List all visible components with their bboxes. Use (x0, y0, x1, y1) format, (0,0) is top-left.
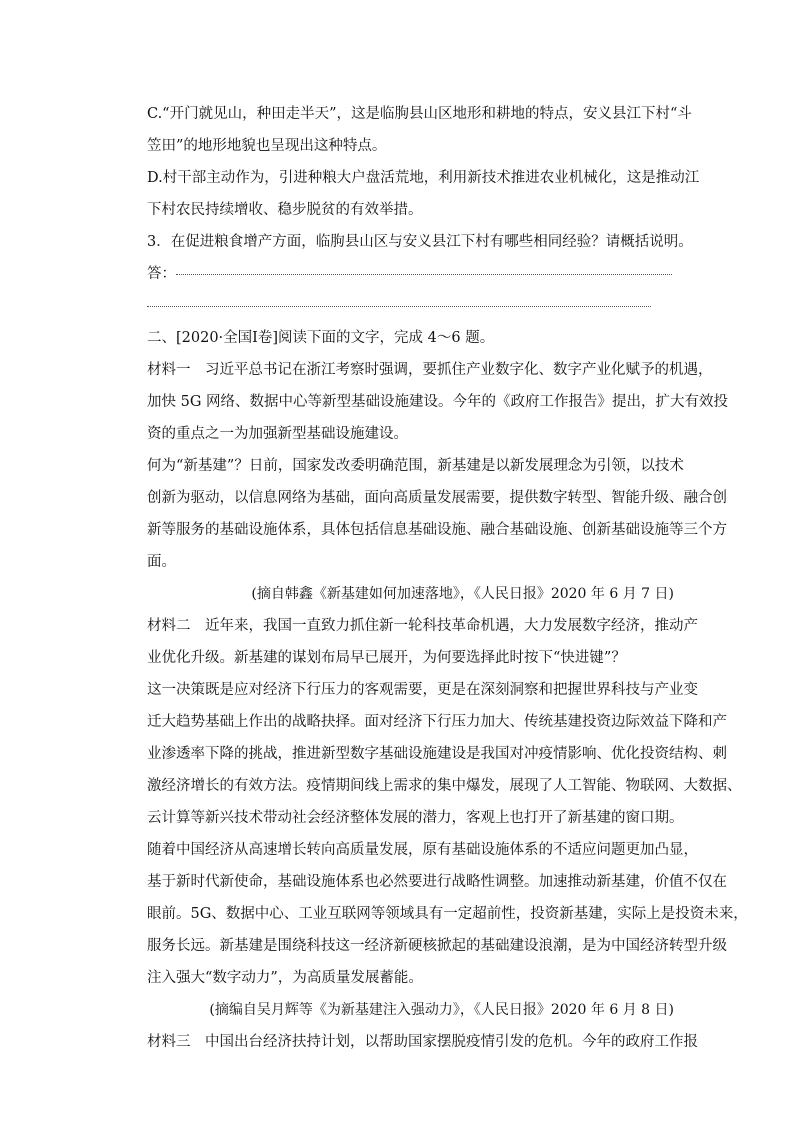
material-1-line-3: 资的重点之一为加强新型基础设施建设。 (147, 426, 408, 442)
question-3: 3．在促进粮食增产方面，临朐县山区与安义县江下村有哪些相同经验？请概括说明。 (147, 234, 693, 250)
paragraph-line: 云计算等新兴技术带动社会经济整体发展的潜力，客观上也打开了新基建的窗口期。 (147, 810, 684, 826)
paragraph-line: 激经济增长的有效方法。疫情期间线上需求的集中爆发，展现了人工智能、物联网、大数据、 (147, 778, 742, 794)
section-2-heading: 二、[2020·全国Ⅰ卷]阅读下面的文字，完成 4～6 题。 (147, 330, 495, 346)
paragraph-line: 眼前。5G、数据中心、工业互联网等领域具有一定超前性，投资新基建，实际上是投资未来， (147, 906, 748, 922)
paragraph-line: 随着中国经济从高速增长转向高质量发展，原有基础设施体系的不适应问题更加凸显， (147, 842, 698, 858)
paragraph-line: 业渗透率下降的挑战，推进新型数字基础设施建设是我国对冲疫情影响、优化投资结构、刺 (147, 746, 727, 762)
material-1-line-2: 加快 5G 网络、数据中心等新型基础设施建设。今年的《政府工作报告》提出，扩大有效投 (147, 394, 729, 410)
source-citation-1: (摘自韩鑫《新基建如何加速落地》，《人民日报》2020 年 6 月 7 日) (251, 586, 674, 602)
material-2-line-1: 材料二 近年来，我国一直致力抓住新一轮科技革命机遇，大力发展数字经济，推动产 (147, 618, 698, 634)
paragraph-line: 面。 (147, 554, 176, 570)
answer-row-1 (147, 258, 675, 290)
material-2-line-2: 业优化升级。新基建的谋划布局早已展开，为何要选择此时按下“快进键”？ (147, 650, 626, 666)
answer-line-1 (176, 273, 672, 275)
option-c-line-1: C.“开门就见山，种田走半天”，这是临朐县山区地形和耕地的特点，安义县江下村“斗 (147, 106, 692, 122)
option-d-line-1: D.村干部主动作为，引进种粮大户盘活荒地，利用新技术推进农业机械化，这是推动江 (147, 170, 700, 186)
paragraph-line: 新等服务的基础设施体系，具体包括信息基础设施、融合基础设施、创新基础设施等三个方 (147, 522, 727, 538)
source-citation-2: (摘编自吴月辉等《为新基建注入强动力》，《人民日报》2020 年 6 月 8 日) (209, 1002, 674, 1018)
answer-line-2 (147, 305, 651, 307)
paragraph-line: 何为“新基建”？日前，国家发改委明确范围，新基建是以新发展理念为引领，以技术 (147, 458, 684, 474)
paragraph-line: 服务长远。新基建是围绕科技这一经济新硬核掀起的基础建设浪潮，是为中国经济转型升级 (147, 938, 727, 954)
option-c-line-2: 笠田”的地形地貌也呈现出这种特点。 (147, 138, 387, 154)
paragraph-line: 这一决策既是应对经济下行压力的客观需要，更是在深刻洞察和把握世界科技与产业变 (147, 682, 698, 698)
paragraph-line: 迁大趋势基础上作出的战略抉择。面对经济下行压力加大、传统基建投资边际效益下降和产 (147, 714, 727, 730)
answer-label: 答： (147, 266, 176, 282)
material-1-line-1: 材料一 习近平总书记在浙江考察时强调，要抓住产业数字化、数字产业化赋予的机遇， (147, 362, 713, 378)
paragraph-line: 创新为驱动，以信息网络为基础，面向高质量发展需要，提供数字转型、智能升级、融合创 (147, 490, 727, 506)
paragraph-line: 注入强大“数字动力”，为高质量发展蓄能。 (147, 970, 423, 986)
material-3-line-1: 材料三 中国出台经济扶持计划，以帮助国家摆脱疫情引发的危机。今年的政府工作报 (147, 1034, 698, 1050)
answer-row-2 (147, 290, 675, 322)
option-d-line-2: 下村农民持续增收、稳步脱贫的有效举措。 (147, 202, 423, 218)
paragraph-line: 基于新时代新使命，基础设施体系也必然要进行战略性调整。加速推动新基建，价值不仅在 (147, 874, 727, 890)
